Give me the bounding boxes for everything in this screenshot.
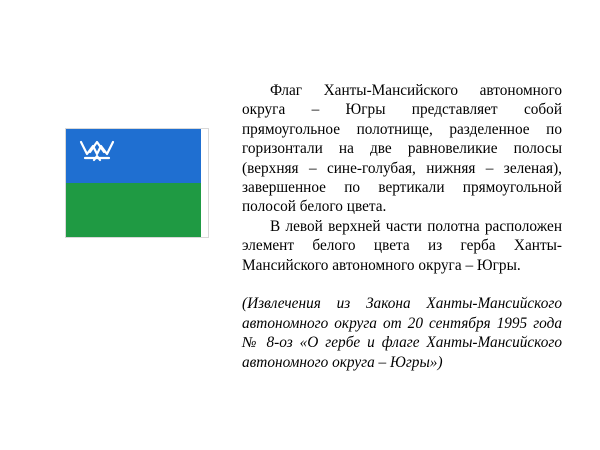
paragraph-emblem-description: В левой верхней части полотна расположен элемент белого цвета из герба Ханты-Мансийского автономного округа – Югры. <box>242 217 562 274</box>
text-block <box>242 81 562 372</box>
flag-image <box>66 129 208 237</box>
law-citation: (Извлечения из Закона Ханты-Мансийского автономного округа от 20 сентября 1995 года № 8-оз «О гербе и флаге Ханты-Мансийского автономного округа – Югры») <box>242 295 562 371</box>
khanty-mansi-ornament-icon <box>79 138 115 162</box>
paragraph-flag-description: Флаг Ханты-Мансийского автономного округа – Югры представляет собой прямоугольное полотнище, разделенное по горизонтали на две равновеликие полосы (верхняя – сине-голубая, нижняя – зеленая), завершенное по вертикали прямоугольной полосой белого цвета. <box>242 82 562 216</box>
flag-white-stripe <box>201 129 208 237</box>
flag-bottom-band <box>66 183 201 237</box>
